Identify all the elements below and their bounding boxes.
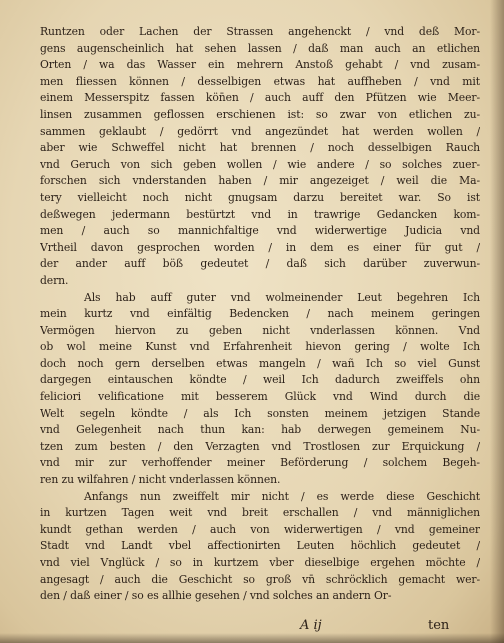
text-line: kundt gethan werden / auch von widerwertigen / vnd gemeiner	[40, 522, 480, 536]
text-line: doch noch gern derselben etwas mangeln / wañ Ich so viel Gunst	[40, 356, 480, 370]
text-line: einem Messerspitz fassen kön̄en / auch auff den Pfützen wie Meer-	[40, 91, 480, 105]
text-line: vnd mir zur verhoffender meiner Beförderung / solchem Begeh-	[40, 456, 480, 470]
text-line: Vrtheil davon gesprochen worden / in dem es einer für gut /	[40, 240, 480, 254]
text-line: in kurtzen Tagen weit vnd breit erschallen / vnd männiglichen	[40, 506, 480, 520]
text-line: gens augenscheinlich hat sehen lassen / daß man auch an etlichen	[40, 41, 480, 55]
catchword: ten	[428, 618, 450, 633]
text-line: dargegen eintauschen köndte / weil Ich dadurch zweiffels ohn	[40, 373, 480, 387]
text-line: den / daß einer / so es allhie gesehen / vnd solches an andern Or-	[40, 589, 392, 603]
text-line: ren zu wilfahren / nicht vnderlassen können.	[40, 473, 281, 487]
text-line: men fliessen können / desselbigen etwas hat auffheben / vnd mit	[40, 74, 480, 88]
text-line: dern.	[40, 273, 69, 287]
page-body	[40, 24, 480, 605]
text-line: linsen zusammen geflossen erschienen ist: so zwar von etlichen zu-	[40, 107, 480, 121]
text-line: sammen geklaubt / gedörrt vnd angezündet hat werden wollen /	[40, 124, 480, 138]
text-line: Vermögen hiervon zu geben nicht vnderlassen können. Vnd	[40, 323, 480, 337]
text-line: vnd Gelegenheit nach thun kan: hab derwegen gemeinem Nu-	[40, 423, 480, 437]
text-line: tzen zum besten / den Verzagten vnd Trostlosen zur Erquickung /	[40, 439, 480, 453]
text-line: Welt segeln köndte / als Ich sonsten meinem jetzigen Stande	[40, 406, 480, 420]
text-line: tery vielleicht noch nicht gnugsam darzu bereitet war. So ist	[40, 190, 480, 204]
text-line: angesagt / auch die Geschicht so groß vn̄ schröcklich gemacht wer-	[40, 572, 480, 586]
paragraph-2	[40, 290, 480, 489]
text-line: vnd Geruch von sich geben wollen / wie andere / so solches zuer-	[40, 157, 480, 171]
text-line: Runtzen oder Lachen der Strassen angehenckt / vnd deß Mor-	[40, 25, 480, 38]
text-line: men / auch so mannichfaltige vnd widerwertige Judicia vnd	[40, 224, 480, 238]
text-line: der ander auff böß gedeutet / daß sich darüber zuverwun-	[40, 257, 480, 271]
text-line: feliciori velificatione mit besserem Glück vnd Wind durch die	[40, 390, 480, 404]
text-line: ob wol meine Kunst vnd Erfahrenheit hievon gering / wolte Ich	[40, 340, 480, 354]
text-line: Stadt vnd Landt vbel affectionirten Leuten höchlich gedeutet /	[40, 539, 480, 553]
binding-shadow	[490, 0, 504, 643]
text-line: Als hab auff guter vnd wolmeinender Leut begehren Ich	[84, 290, 480, 304]
text-line: deßwegen jedermann bestürtzt vnd in trawrige Gedancken kom-	[40, 207, 480, 221]
text-line: forschen sich vnderstanden haben / mir angezeiget / weil die Ma-	[40, 174, 480, 188]
paragraph-1	[40, 24, 480, 290]
text-line: vnd viel Vnglück / so in kurtzem vber dieselbige ergehen möchte /	[40, 556, 480, 569]
page-edge-shadow	[0, 633, 504, 643]
text-line: mein kurtz vnd einfältig Bedencken / nach meinem geringen	[40, 307, 480, 321]
text-line: aber wie Schweffel nicht hat brennen / noch desselbigen Rauch	[40, 141, 480, 155]
paragraph-3	[40, 489, 480, 605]
text-line: Orten / wa das Wasser ein mehrern Anstoß gehabt / vnd zusam-	[40, 58, 480, 72]
signature-mark: A ij	[300, 618, 322, 633]
text-line: Anfangs nun zweiffelt mir nicht / es werde diese Geschicht	[84, 489, 480, 503]
